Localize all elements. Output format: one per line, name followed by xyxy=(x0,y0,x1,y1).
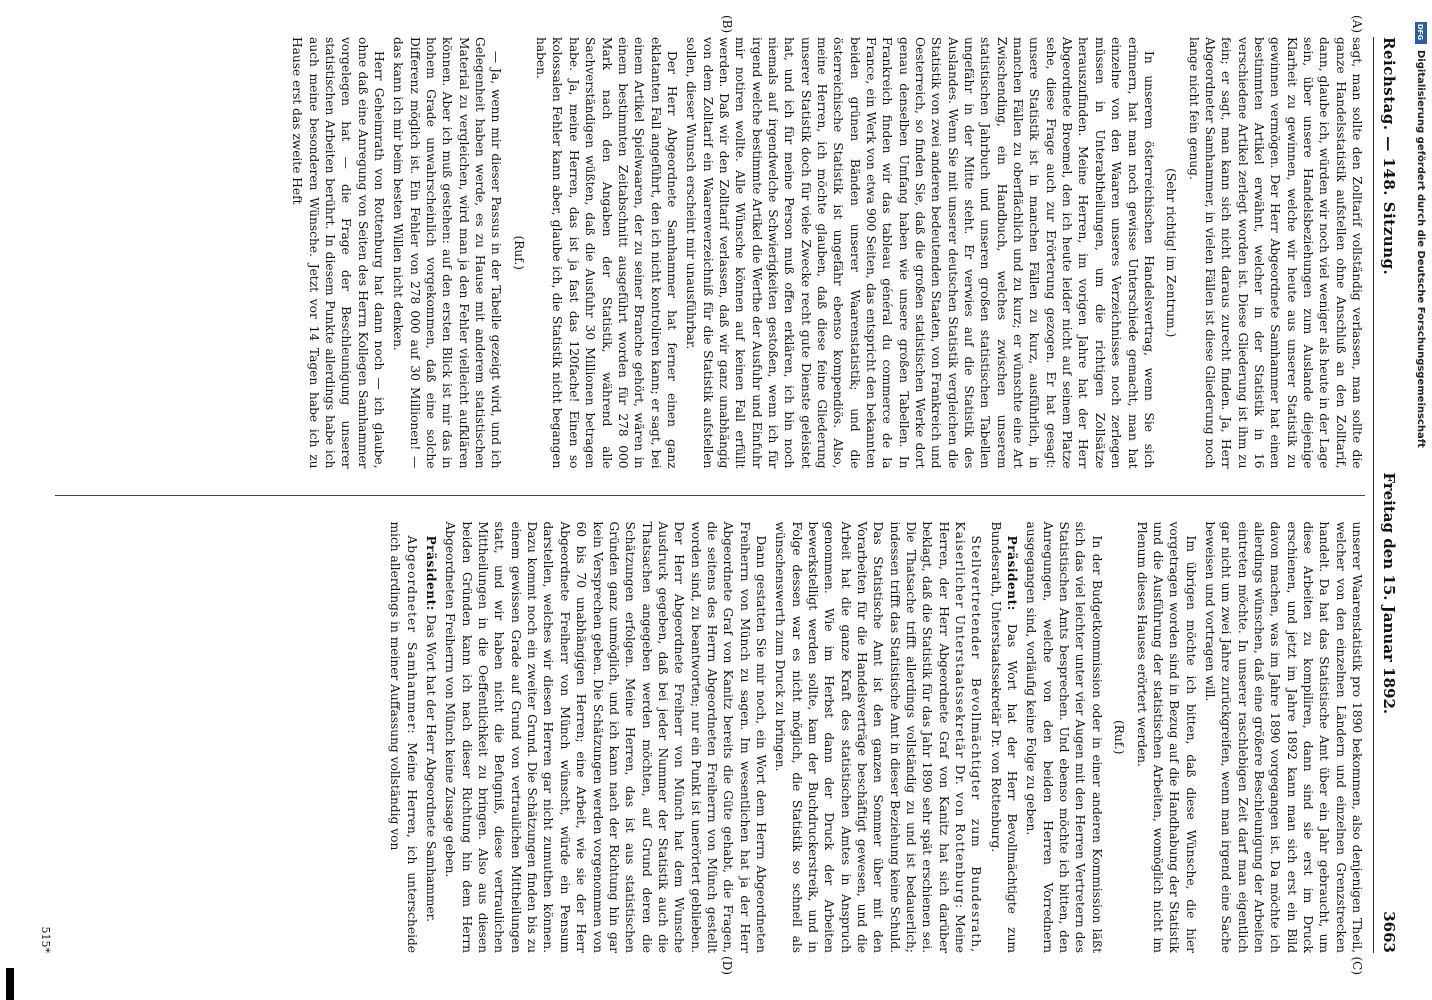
speech-text: Das Wort hat der Herr Abgeordnete Samhammer. xyxy=(424,614,439,922)
paragraph: Dann gestatten Sie mir noch, ein Wort dem Herrn Abgeordneten Freiherrn von Münch zu sagen. Im wesentlichen hat ja der Herr Abgeordnete Graf von Kanitz bereits die Güte gehabt, die Fragen, die seitens des Herrn Abgeordneten Freiherrn von Münch gestellt worden sind, zu beantworten; nur ein Punkt ist unerörtert geblieben. Der Herr Abgeordnete Freiherr von Münch hat dem Wunsche Ausdruck gegeben, daß bei jeder Nummer der Statistik auch die Thatsachen angegeben werden möchten, auf Grund deren die Schätzungen erfolgen. Meine Herren, das ist aus statistischen Gründen ganz unmöglich, und ich kann nach der Richtung hin gar kein Versprechen geben. Die Schätzungen werden vorgenommen von 60 bis 70 unabhängigen Herren; eine Arbeit, wie sie der Herr Abgeordnete Freiherr von Münch wünscht, würde ein Pensum darstellen, welches wir diesen Herren gar nicht zumuthen können. Dazu kommt noch ein zweiter Grund. Die Schätzungen finden bis zu einem gewissen Grade auf Grund von vertraulichen Mittheilungen statt, und wir haben nicht die Befugniß, diese vertraulichen Mittheilungen in die Oeffentlichkeit zu bringen. Also aus diesen beiden Gründen kann ich nach dieser Richtung hin dem Herrn Abgeordneten Freiherrn von Münch keine Zusage geben. xyxy=(443,521,768,953)
document-page xyxy=(28,15,1400,975)
speaker-paragraph xyxy=(772,522,984,954)
interjection: (Sehr richtig! im Zentrum.) xyxy=(1164,168,1179,338)
speaker-name: Stellvertretender Bevollmächtigter zum Bundesrath, Kaiserlicher Unterstaatssekretär Dr. von Rottenburg: xyxy=(953,521,984,953)
margin-marker-a: (A) xyxy=(1350,15,1364,34)
credit-text: Digitalisierung gefördert durch die Deutsche Forschungsgemeinschaft xyxy=(1415,50,1426,448)
digitization-credit xyxy=(1412,20,1430,980)
paragraph: unserer Waarenstatistik pro 1890 bekommen, also denjenigen Theil, welcher von den einzelnen Ländern und einzelnen Grenzstrecken handelt. Da hat das Statistische Amt über ein Jahr gebraucht, um diese Arbeiten zu kompiliren, dann sind sie erst im Druck erschienen, und jetzt im Jahre 1892 kann man sich erst ein Bild davon machen, was im Jahre 1890 vorgegangen ist. Da möchte ich allerdings wünschen, daß eine größere Beschleunigung der Arbeiten eintreten möchte. In unserer raschlebigen Zeit darf man eigentlich gar nicht um zwei Jahre zurückgreifen, wenn man irgend eine Sache beweisen und vortragen will. xyxy=(1202,521,1364,953)
page-header xyxy=(1373,37,1400,953)
speech-text: Meine Herren, ich unterscheide mich allerdings in meiner Auffassung vollständig von xyxy=(388,521,419,954)
header-date: Freitag den 15. Januar 1892. xyxy=(1380,472,1398,715)
scan-edge-bar xyxy=(6,968,14,1000)
interjection: (Ruf.) xyxy=(511,235,526,270)
paragraph: — Ja, wenn mir dieser Passus in der Tabelle gezeigt wird, und ich Gelegenheit haben werde, es zu Hause mit anderem statistischen Material zu vergleichen, wird man ja den Fehler vielleicht aufklären können. Aber ich muß gestehen: auf den ersten Blick ist mir das in hohem Grade unwahrscheinlich vorgekommen, daß eine solche Differenz möglich ist. Ein Fehler von 278 000 auf 30 Millionen! — das kann ich mir beim besten Willen nicht denken. xyxy=(391,37,504,469)
interjection: (Ruf.) xyxy=(1112,720,1127,755)
margin-marker-c: (C) xyxy=(1350,956,1364,975)
paragraph: sagt, man sollte den Zolltarif vollständig verlassen, man sollte die ganze Handelsstatistik aufstellen ohne Anschluß an den Zolltarif, dann, glaube ich, würden wir noch viel weniger als heute in der Lage sein, über unsere Handelsbeziehungen zum Auslande diejenige Klarheit zu gewinnen, welche wir heute aus unserer Statistik zu gewinnen vermögen. Der Herr Abgeordnete Samhammer hat einen bestimmten Artikel erwähnt, welcher in der Statistik in 16 verschiedene Artikel zerlegt worden ist. Diese Gliederung ist ihm zu fein; er sagt, man kann sich nicht daraus zurecht finden. Ja, Herr Abgeordneter Samhammer, in vielen Fällen ist diese Gliederung noch lange nicht fein genug. xyxy=(1186,37,1364,469)
dfg-logo: DFG xyxy=(1415,22,1427,44)
paragraph: Der Herr Abgeordnete Samhammer hat ferner einen ganz eklatanten Fall angeführt, den ich nicht kontroliren kann; er sagt, bei einem Artikel Spielwaaren, der zu seiner Branche gehört, wären in einem bestimmten Zeitabschnitt ausgeführt worden für 278 000 Mark nach den Angaben der Statistik, während alle Sachverständigen wüßten, daß die Ausfuhr 30 Millionen betragen habe. Ja, meine Herren, das ist ja fast das 120fache! Einen so kolossalen Fehler kann aber, glaube ich, die Statistik nicht begangen haben. xyxy=(534,37,679,469)
text-columns xyxy=(38,15,1365,975)
column-left xyxy=(55,15,1365,469)
speaker-name: Präsident: xyxy=(1005,535,1020,611)
header-session: Reichstag. — 148. Sitzung. xyxy=(1380,37,1398,276)
paragraph: Herr Geheimrath von Rottenburg hat dann noch — ich glaube, ohne daß eine Anregung von Seiten des Herrn Kollegen Samhammer vorgelegen hat — die Frage der Beschleunigung unserer statistischen Arbeiten berührt. In diesem Punkte allerdings habe ich auch meine besonderen Wünsche. Jetzt vor 14 Tagen habe ich zu Hause erst das zweite Heft xyxy=(290,37,387,469)
margin-marker-d: (D) xyxy=(720,956,734,975)
column-right xyxy=(38,521,1365,975)
paragraph: Im übrigen möchte ich bitten, daß diese Wünsche, die hier vorgetragen worden sind in Bezug auf die Handhabung der Statistik und die Ausführung der statistischen Arbeiten, womöglich nicht im Plenum dieses Hauses erörtert werden. xyxy=(1134,521,1198,953)
paragraph: In unserem österreichischen Handelsvertrag, wenn Sie sich erinnern, hat man noch gewisse Unterschiede gemacht, man hat einzelne von den Waaren unseres Verzeichnisses noch zerlegen müssen in Unterabtheilungen, um die richtigen Zollsätze herauszufinden. Meine Herren, im vorigen Jahre hat der Herr Abgeordnete Broemel, den ich heute leider nicht auf seinem Platze sehe, diese Frage auch zur Erörterung gezogen. Er hat gesagt: unsere Statistik ist in manchen Fällen zu kurz, ausführlich, in manchen Fällen zu oberflächlich und zu kurz; er wünschte eine Art Zwischending, ein Handbuch, welches zwischen unserem statistischen Jahrbuch und unseren großen statistischen Tabellen ungefähr in der Mitte steht. Er verwies auf die Statistik des Auslandes. Wenn Sie mit unserer deutschen Statistik vergleichen die Statistik von zwei anderen bedeutenden Staaten, von Frankreich und Oesterreich, so finden Sie, daß die großen statistischen Werke dort genau denselben Umfang haben wie unsere großen Tabellen. In Frankreich finden wir das tableau général du commerce de la France, ein Werk von etwa 900 Seiten, das entspricht den bekannten beiden grünen Bänden unserer Waarenstatistik; und die österreichische Statistik ist ungefähr ebenso kompendiös. Also, meine Herren, ich möchte glauben, daß diese feine Gliederung unserer Statistik doch für viele Zwecke recht gute Dienste geleistet hat, und ich für meine Person muß offen erklären, ich bin noch niemals auf irgendwelche Schwierigkeiten gestoßen, wenn ich für irgend welche bestimmte Artikel die Werthe der Ausfuhr und Einfuhr mir notiren wollte. Alle Wünsche können auf keinen Fall erfüllt werden. Daß wir den Zolltarif verlassen, daß wir ganz unabhängig von dem Zolltarif ein Waarenverzeichniß für die Statistik aufstellen sollen, dieser Wunsch erscheint mir unausführbar. xyxy=(684,37,1156,469)
speech-text: Meine Herren, der Herr Abgeordnete Graf von Kanitz hat sich darüber beklagt, daß die Statistik für das Jahr 1890 sehr spät erschienen sei. Die Thatsache trifft allerdings vollständig zu und ist bedauerlich; indessen trifft das Statistische Amt in dieser Beziehung keine Schuld. Das Statistische Amt ist den ganzen Sommer über mit den Vorarbeiten für die Handelsverträge beschäftigt gewesen, und die Arbeit hat die ganze Kraft des statistischen Amtes in Anspruch genommen. Wie im Herbst dann der Druck der Arbeiten bewerkstelligt werden sollte, kam der Buchdruckerstreik, und in Folge dessen war es nicht möglich, die Statistik so schnell als wünschenswerth zum Druck zu bringen. xyxy=(773,521,968,953)
speaker-paragraph xyxy=(987,522,1020,954)
header-page-number: 3663 xyxy=(1380,911,1398,953)
paragraph: In der Budgetkommission oder in einer anderen Kommission läßt sich das viel leichter unter vier Augen mit den Herren Vertretern des Statistischen Amts besprechen. Und ebenso möchte ich bitten, den Anregungen, welche von den beiden Herren Vorrednern ausgegangen sind, vorläufig keine Folge zu geben. xyxy=(1024,521,1104,953)
speaker-paragraph xyxy=(387,522,420,954)
column-divider xyxy=(55,495,1365,496)
page-signature: 515* xyxy=(38,926,52,953)
speaker-name: Abgeordneter Samhammer: xyxy=(404,535,419,735)
speech-text: Das Wort hat der Herr Bevollmächtigte zum Bundesrath, Unterstaatssekretär Dr. von Rottenburg. xyxy=(988,521,1020,953)
speaker-name: Präsident: xyxy=(424,535,439,611)
margin-marker-b: (B) xyxy=(720,15,734,34)
speaker-paragraph xyxy=(423,522,439,954)
